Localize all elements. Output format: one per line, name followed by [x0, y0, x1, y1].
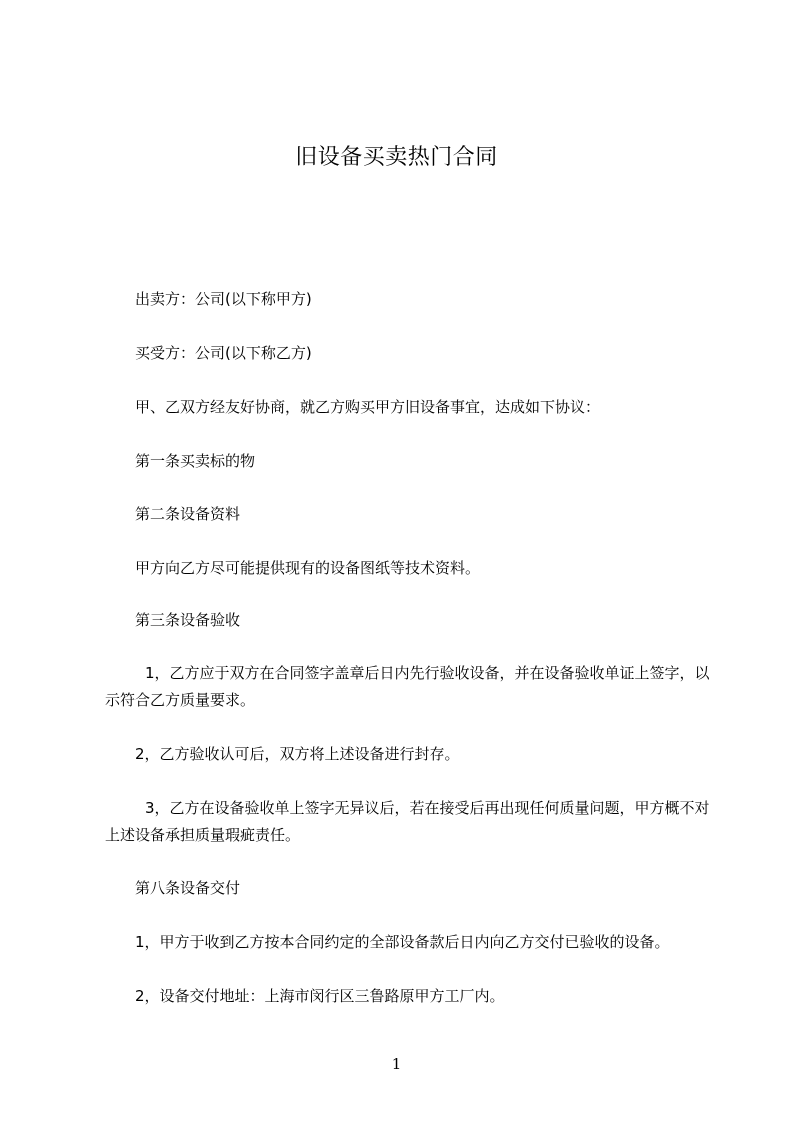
article-3-heading: 第三条设备验收 — [135, 611, 241, 629]
article-3-clause-2: 2，乙方验收认可后，双方将上述设备进行封存。 — [135, 745, 460, 763]
article-2-heading: 第二条设备资料 — [135, 505, 241, 523]
article-2-body: 甲方向乙方尽可能提供现有的设备图纸等技术资料。 — [135, 559, 481, 577]
seller-line: 出卖方：公司(以下称甲方) — [135, 290, 312, 308]
document-title: 旧设备买卖热门合同 — [295, 145, 498, 170]
article-3-clause-1: 1，乙方应于双方在合同签字盖章后日内先行验收设备，并在设备验收单证上签字，以示符合乙方质量要求。 — [105, 664, 710, 709]
article-8-clause-2: 2，设备交付地址：上海市闵行区三鲁路原甲方工厂内。 — [135, 987, 505, 1005]
page-number: 1 — [391, 1055, 402, 1073]
buyer-line: 买受方：公司(以下称乙方) — [135, 344, 312, 362]
article-3-clause-3: 3，乙方在设备验收单上签字无异议后，若在接受后再出现任何质量问题，甲方概不对上述设备承担质量瑕疵责任。 — [105, 799, 710, 844]
article-8-heading: 第八条设备交付 — [135, 879, 241, 897]
article-1-heading: 第一条买卖标的物 — [135, 452, 256, 470]
article-8-clause-1: 1，甲方于收到乙方按本合同约定的全部设备款后日内向乙方交付已验收的设备。 — [135, 933, 670, 951]
agreement-intro: 甲、乙双方经友好协商，就乙方购买甲方旧设备事宜，达成如下协议： — [135, 398, 601, 416]
